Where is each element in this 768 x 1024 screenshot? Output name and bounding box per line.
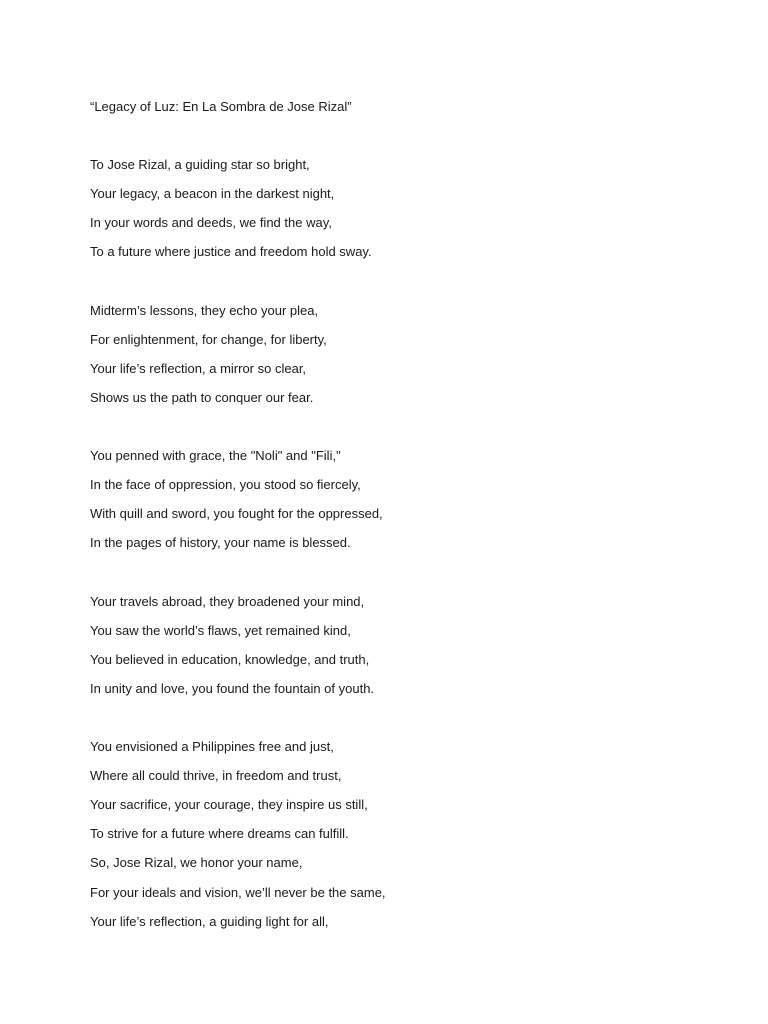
poem-line: You envisioned a Philippines free and just,	[90, 739, 334, 755]
poem-title: “Legacy of Luz: En La Sombra de Jose Rizal”	[90, 99, 352, 114]
stanza-2	[90, 296, 690, 412]
poem-line: Your sacrifice, your courage, they inspire us still,	[90, 797, 368, 813]
poem-line: In the face of oppression, you stood so fiercely,	[90, 477, 361, 493]
poem-line: To a future where justice and freedom hold sway.	[90, 244, 372, 260]
poem-line: Shows us the path to conquer our fear.	[90, 389, 314, 405]
stanza-gap	[90, 703, 690, 732]
poem-line: In unity and love, you found the fountain of youth.	[90, 680, 375, 696]
poem-line: So, Jose Rizal, we honor your name,	[90, 855, 303, 871]
stanza-4	[90, 587, 690, 703]
poem-body	[90, 92, 690, 936]
poem-line: Where all could thrive, in freedom and trust,	[90, 768, 342, 784]
poem-line: To Jose Rizal, a guiding star so bright,	[90, 157, 310, 173]
poem-line: You penned with grace, the "Noli" and "Fili,"	[90, 448, 341, 464]
stanza-gap	[90, 121, 690, 150]
poem-line: You believed in education, knowledge, and truth,	[90, 651, 370, 667]
poem-line: Your travels abroad, they broadened your mind,	[90, 593, 365, 609]
poem-line: You saw the world’s flaws, yet remained kind,	[90, 622, 351, 638]
poem-line: For your ideals and vision, we’ll never be the same,	[90, 884, 386, 900]
poem-line: Your life’s reflection, a guiding light for all,	[90, 913, 329, 929]
stanza-1	[90, 150, 690, 266]
stanza-gap	[90, 267, 690, 296]
stanza-gap	[90, 558, 690, 587]
poem-line: In the pages of history, your name is blessed.	[90, 535, 351, 551]
poem-line: To strive for a future where dreams can fulfill.	[90, 826, 349, 842]
poem-line: Your legacy, a beacon in the darkest night,	[90, 186, 335, 202]
poem-line: In your words and deeds, we find the way,	[90, 215, 332, 231]
stanza-gap	[90, 412, 690, 441]
stanza-5	[90, 732, 690, 936]
poem-line: For enlightenment, for change, for liberty,	[90, 331, 327, 347]
poem-line: Midterm’s lessons, they echo your plea,	[90, 302, 319, 318]
poem-line: With quill and sword, you fought for the oppressed,	[90, 506, 383, 522]
stanza-3	[90, 441, 690, 557]
poem-line: Your life’s reflection, a mirror so clear,	[90, 360, 307, 376]
